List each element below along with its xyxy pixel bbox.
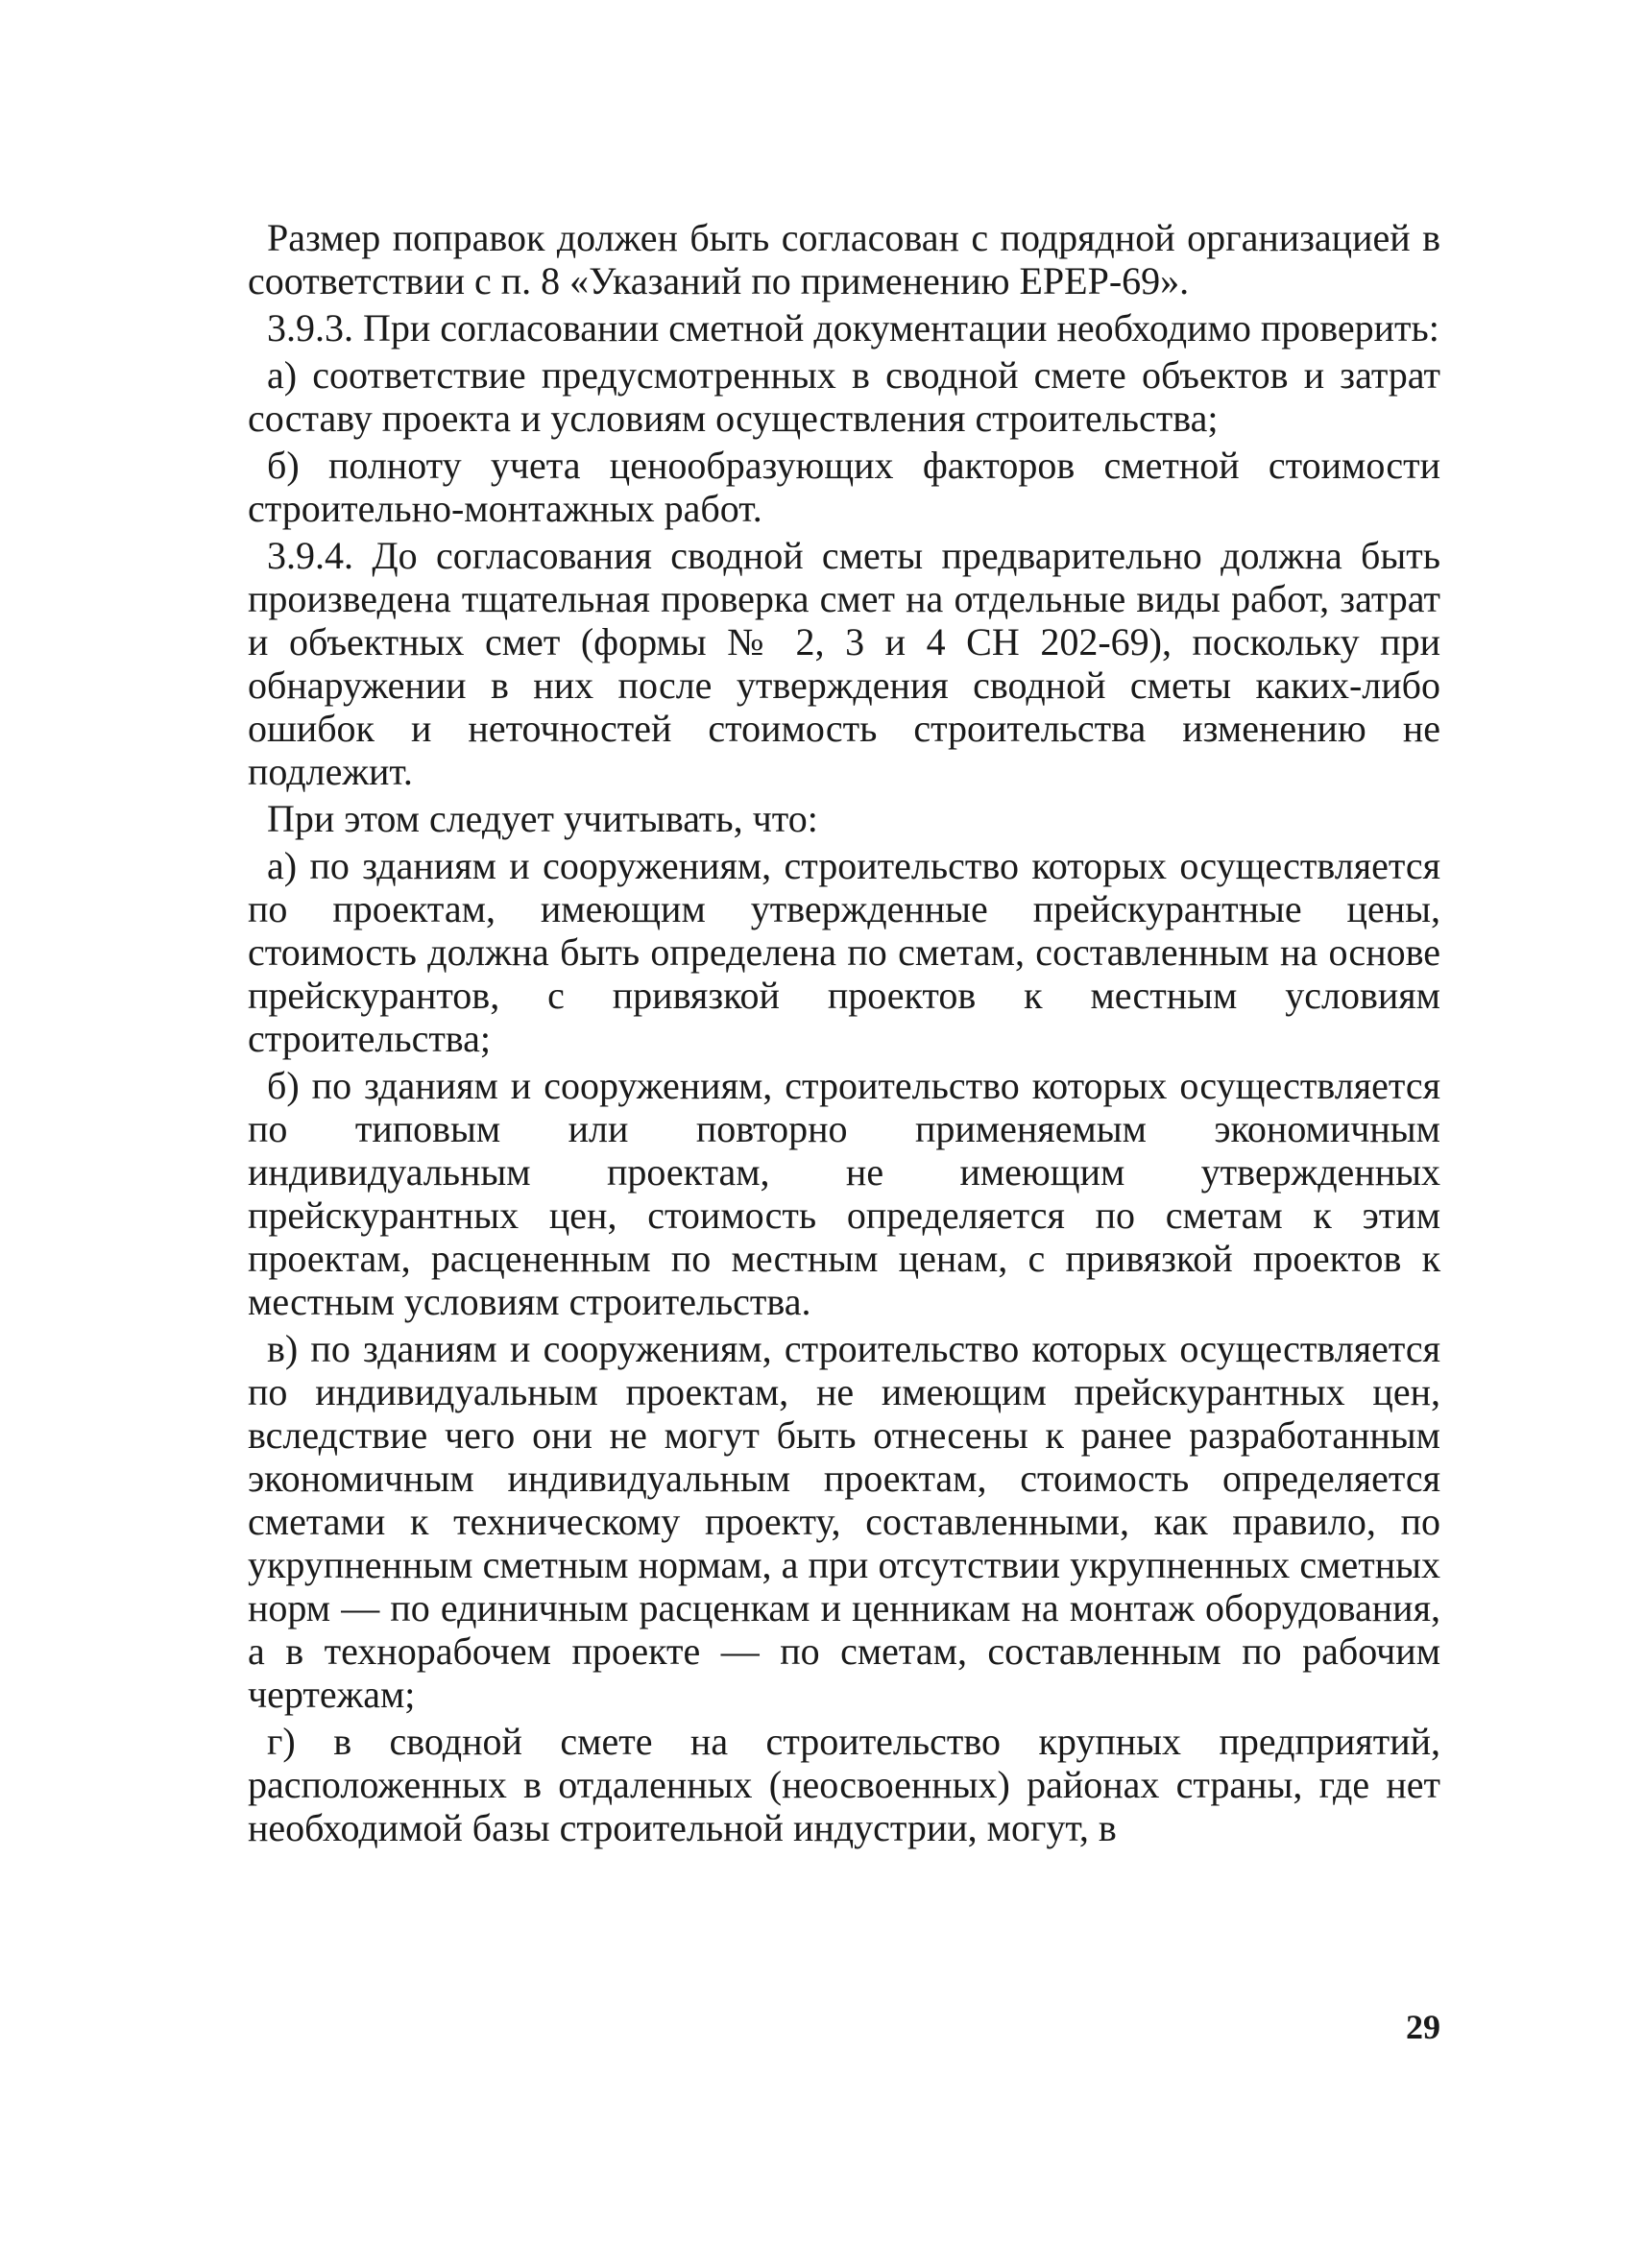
page-number: 29 [1406, 2008, 1440, 2046]
paragraph-3-9-4: 3.9.4. До согласования сводной сметы предварительно должна быть произведена тщательная проверка смет на отдельные виды работ, затрат и объектных смет (формы № 2, 3 и 4 СН 202-69), поскольку при обнаружении в них после утверждения сводной сметы каких-либо ошибок и неточностей стоимость строительства изменению не подлежит. [248, 534, 1440, 793]
paragraph-intro: Размер поправок должен быть согласован с подрядной организацией в соответствии с п. 8 «Указаний по применению ЕРЕР-69». [248, 216, 1440, 302]
paragraph-3-9-3-a: а) соответствие предусмотренных в сводной смете объектов и затрат составу проекта и условиям осуществления строительства; [248, 353, 1440, 440]
paragraph-item-g: г) в сводной смете на строительство крупных предприятий, расположенных в отдаленных (неосвоенных) районах страны, где нет необходимой базы строительной индустрии, могут, в [248, 1720, 1440, 1849]
text-column [248, 216, 1440, 1853]
paragraph-item-v: в) по зданиям и сооружениям, строительство которых осуществляется по индивидуальным проектам, не имеющим прейскурантных цен, вследствие чего они не могут быть отнесены к ранее разработанным экономичным индивидуальным проектам, стоимость определяется сметами к техническому проекту, составленными, как правило, по укрупненным сметным нормам, а при отсутствии укрупненных сметных норм — по единичным расценкам и ценникам на монтаж оборудования, а в техноpабочем проекте — по сметам, составленным по рабочим чертежам; [248, 1327, 1440, 1716]
paragraph-item-b: б) по зданиям и сооружениям, строительство которых осуществляется по типовым или повторно применяемым экономичным индивидуальным проектам, не имеющим утвержденных прейскурантных цен, стоимость определяется по сметам к этим проектам, расцененным по местным ценам, с привязкой проектов к местным условиям строительства. [248, 1064, 1440, 1323]
paragraph-item-a: а) по зданиям и сооружениям, строительство которых осуществляется по проектам, имеющим утвержденные прейскурантные цены, стоимость должна быть определена по сметам, составленным на основе прейскурантов, с привязкой проектов к местным условиям строительства; [248, 844, 1440, 1060]
paragraph-note: При этом следует учитывать, что: [267, 797, 818, 840]
paragraph-3-9-3-b: б) полноту учета ценообразующих факторов сметной стоимости строительно-монтажных работ. [248, 444, 1440, 530]
paragraph-3-9-3: 3.9.3. При согласовании сметной документации необходимо проверить: [267, 306, 1439, 350]
